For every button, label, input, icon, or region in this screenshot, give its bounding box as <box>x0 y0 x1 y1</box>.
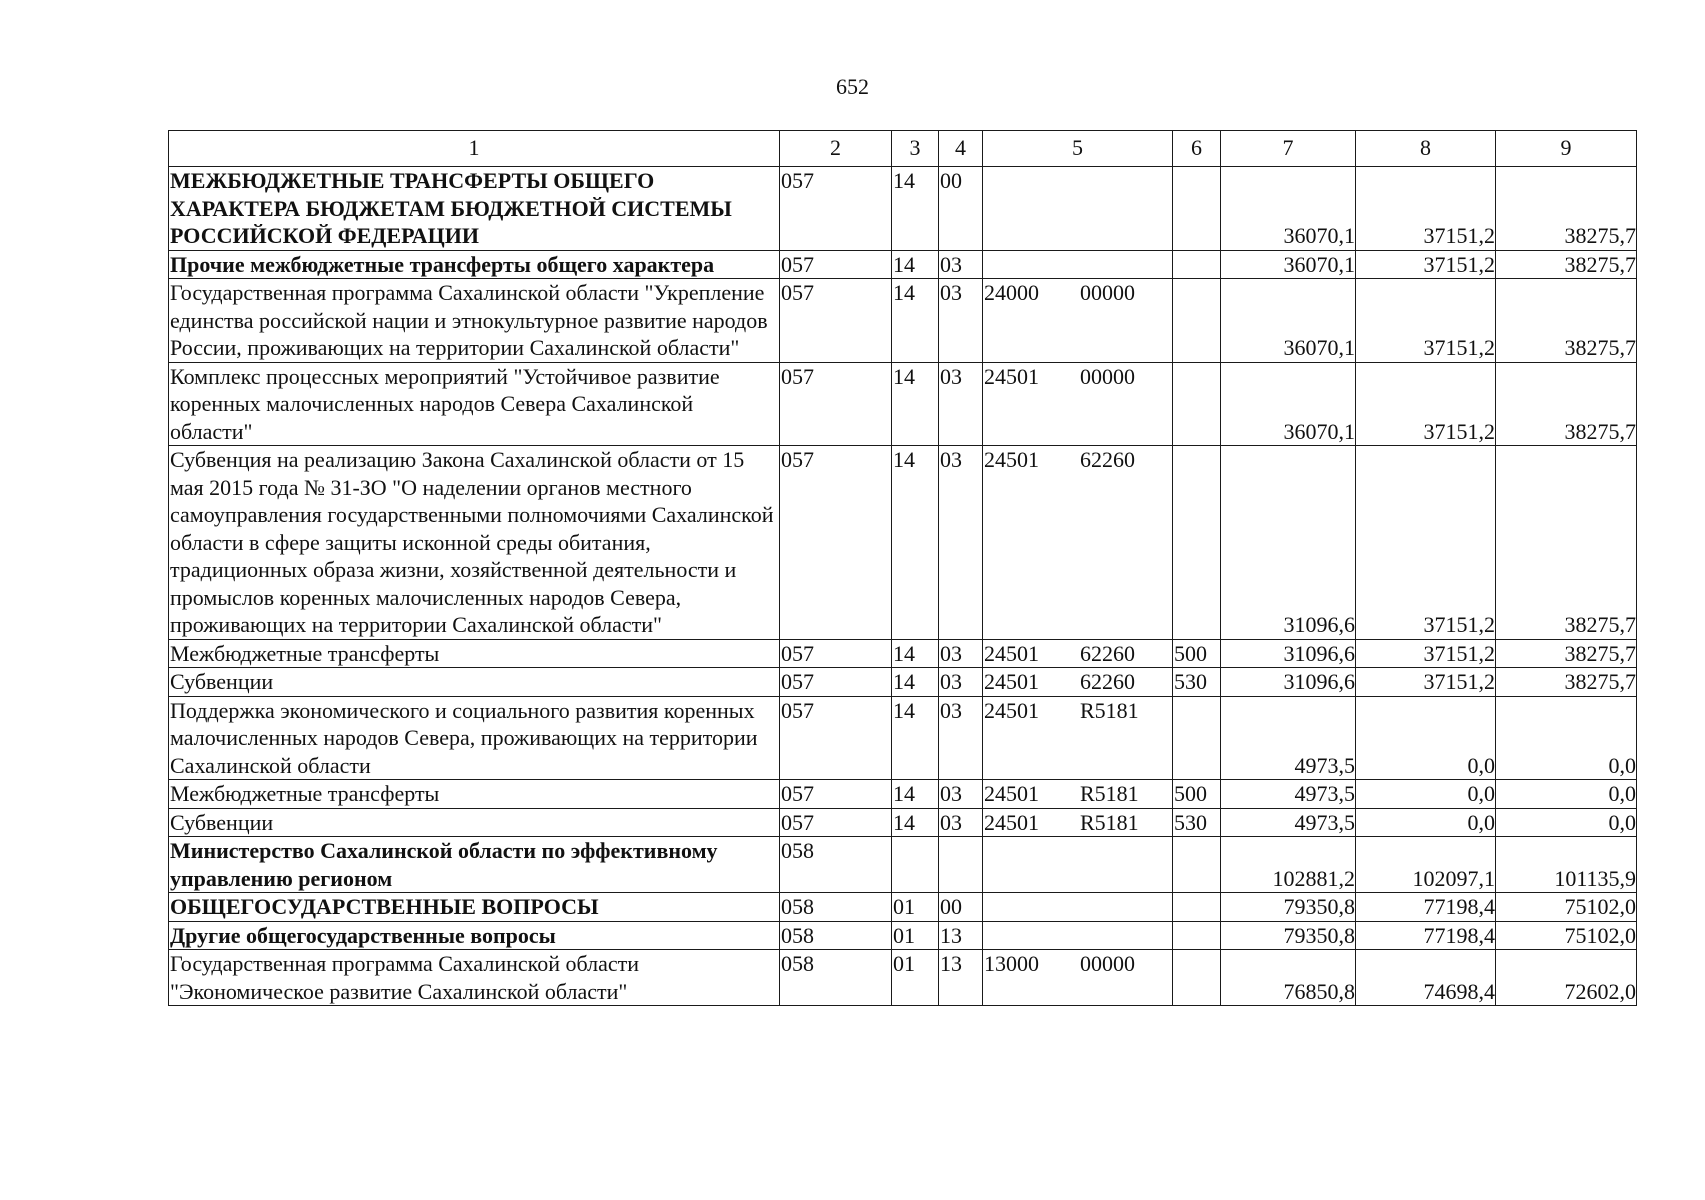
subsection-code-cell: 03 <box>939 696 983 780</box>
row-name-cell: Другие общегосударственные вопросы <box>169 921 780 950</box>
amount-year1-cell: 4973,5 <box>1221 696 1356 780</box>
row-name-cell: Министерство Сахалинской области по эффективному управлению регионом <box>169 837 780 893</box>
admin-code-cell: 058 <box>780 837 892 893</box>
section-code-cell: 14 <box>892 639 939 668</box>
table-row <box>169 893 1637 922</box>
direction-code: R5181 <box>1080 697 1139 723</box>
subsection-code-cell: 03 <box>939 668 983 697</box>
target-article-cell <box>983 696 1173 780</box>
table-row <box>169 950 1637 1006</box>
target-article-cell <box>983 250 1173 279</box>
program-code: 24501 <box>984 363 1039 389</box>
section-code-cell: 14 <box>892 362 939 446</box>
header-row <box>169 131 1637 167</box>
section-code-cell <box>892 837 939 893</box>
amount-year2-cell: 0,0 <box>1356 780 1496 809</box>
direction-code: 00000 <box>1080 363 1135 389</box>
admin-code-cell: 057 <box>780 279 892 363</box>
program-code: 24501 <box>984 447 1039 472</box>
admin-code-cell: 057 <box>780 668 892 697</box>
direction-code: 62260 <box>1080 669 1135 694</box>
admin-code-cell: 057 <box>780 696 892 780</box>
amount-year3-cell: 38275,7 <box>1496 250 1637 279</box>
amount-year1-cell: 36070,1 <box>1221 250 1356 279</box>
section-code-cell: 14 <box>892 167 939 251</box>
section-code-cell: 01 <box>892 921 939 950</box>
target-article-cell <box>983 921 1173 950</box>
program-code: 13000 <box>984 951 1039 976</box>
table-row <box>169 921 1637 950</box>
header-cell: 1 <box>169 131 780 167</box>
amount-year3-cell: 38275,7 <box>1496 362 1637 446</box>
target-article-cell <box>983 893 1173 922</box>
amount-year2-cell: 37151,2 <box>1356 167 1496 251</box>
table-row <box>169 250 1637 279</box>
expense-type-cell <box>1173 921 1221 950</box>
expense-type-cell: 530 <box>1173 808 1221 837</box>
page-number: 652 <box>836 74 869 99</box>
table-row <box>169 837 1637 893</box>
amount-year2-cell: 74698,4 <box>1356 950 1496 1006</box>
section-code-cell: 14 <box>892 696 939 780</box>
amount-year3-cell: 38275,7 <box>1496 279 1637 363</box>
amount-year3-cell: 0,0 <box>1496 696 1637 780</box>
expense-type-cell <box>1173 250 1221 279</box>
amount-year3-cell: 72602,0 <box>1496 950 1637 1006</box>
direction-code: 00000 <box>1080 951 1135 976</box>
expense-type-cell <box>1173 893 1221 922</box>
amount-year1-cell: 31096,6 <box>1221 668 1356 697</box>
direction-code: R5181 <box>1080 809 1139 835</box>
amount-year2-cell: 77198,4 <box>1356 921 1496 950</box>
admin-code-cell: 058 <box>780 893 892 922</box>
target-article-cell <box>983 639 1173 668</box>
admin-code-cell: 058 <box>780 950 892 1006</box>
row-name-cell: Субвенции <box>169 808 780 837</box>
subsection-code-cell: 00 <box>939 893 983 922</box>
section-code-cell: 14 <box>892 780 939 809</box>
amount-year1-cell: 31096,6 <box>1221 446 1356 640</box>
amount-year3-cell: 0,0 <box>1496 808 1637 837</box>
admin-code-cell: 058 <box>780 921 892 950</box>
row-name-cell: МЕЖБЮДЖЕТНЫЕ ТРАНСФЕРТЫ ОБЩЕГО ХАРАКТЕРА БЮДЖЕТАМ БЮДЖЕТНОЙ СИСТЕМЫ РОССИЙСКОЙ ФЕДЕРАЦИИ <box>169 167 780 251</box>
amount-year1-cell: 79350,8 <box>1221 921 1356 950</box>
target-article-cell <box>983 446 1173 640</box>
header-cell: 8 <box>1356 131 1496 167</box>
row-name-cell: Поддержка экономического и социального развития коренных малочисленных народов Севера, проживающих на территории Сахалинской области <box>169 696 780 780</box>
program-code: 24501 <box>984 697 1039 723</box>
amount-year1-cell: 76850,8 <box>1221 950 1356 1006</box>
amount-year3-cell: 0,0 <box>1496 780 1637 809</box>
table-row <box>169 668 1637 697</box>
direction-code: R5181 <box>1080 781 1139 806</box>
target-article-cell <box>983 780 1173 809</box>
amount-year2-cell: 37151,2 <box>1356 668 1496 697</box>
target-article-cell <box>983 837 1173 893</box>
row-name-cell: ОБЩЕГОСУДАРСТВЕННЫЕ ВОПРОСЫ <box>169 893 780 922</box>
expense-type-cell <box>1173 362 1221 446</box>
table-row <box>169 808 1637 837</box>
row-name-cell: Комплекс процессных мероприятий "Устойчивое развитие коренных малочисленных народов Севера Сахалинской области" <box>169 362 780 446</box>
direction-code: 00000 <box>1080 280 1135 305</box>
amount-year3-cell: 38275,7 <box>1496 668 1637 697</box>
subsection-code-cell: 03 <box>939 362 983 446</box>
program-code: 24501 <box>984 640 1039 666</box>
subsection-code-cell: 13 <box>939 921 983 950</box>
admin-code-cell: 057 <box>780 639 892 668</box>
amount-year2-cell: 37151,2 <box>1356 279 1496 363</box>
subsection-code-cell: 03 <box>939 639 983 668</box>
expense-type-cell <box>1173 279 1221 363</box>
amount-year3-cell: 101135,9 <box>1496 837 1637 893</box>
subsection-code-cell: 03 <box>939 446 983 640</box>
amount-year1-cell: 36070,1 <box>1221 167 1356 251</box>
row-name-cell: Государственная программа Сахалинской области "Укрепление единства российской нации и этнокультурное развитие народов России, проживающих на территории Сахалинской области" <box>169 279 780 363</box>
amount-year3-cell: 38275,7 <box>1496 639 1637 668</box>
program-code: 24000 <box>984 280 1039 305</box>
admin-code-cell: 057 <box>780 167 892 251</box>
header-cell: 3 <box>892 131 939 167</box>
section-code-cell: 14 <box>892 668 939 697</box>
subsection-code-cell: 03 <box>939 250 983 279</box>
direction-code: 62260 <box>1080 447 1135 472</box>
row-name-cell: Прочие межбюджетные трансферты общего характера <box>169 250 780 279</box>
program-code: 24501 <box>984 669 1039 694</box>
amount-year1-cell: 4973,5 <box>1221 808 1356 837</box>
table-row <box>169 446 1637 640</box>
admin-code-cell: 057 <box>780 362 892 446</box>
expense-type-cell <box>1173 446 1221 640</box>
budget-table <box>168 130 1637 1006</box>
amount-year1-cell: 36070,1 <box>1221 362 1356 446</box>
amount-year1-cell: 31096,6 <box>1221 639 1356 668</box>
row-name-cell: Межбюджетные трансферты <box>169 639 780 668</box>
admin-code-cell: 057 <box>780 250 892 279</box>
program-code: 24501 <box>984 809 1039 835</box>
row-name-cell: Межбюджетные трансферты <box>169 780 780 809</box>
table-row <box>169 167 1637 251</box>
amount-year1-cell: 36070,1 <box>1221 279 1356 363</box>
section-code-cell: 14 <box>892 250 939 279</box>
expense-type-cell: 530 <box>1173 668 1221 697</box>
amount-year3-cell: 75102,0 <box>1496 921 1637 950</box>
expense-type-cell: 500 <box>1173 780 1221 809</box>
target-article-cell <box>983 808 1173 837</box>
amount-year2-cell: 37151,2 <box>1356 446 1496 640</box>
target-article-cell <box>983 668 1173 697</box>
amount-year2-cell: 37151,2 <box>1356 250 1496 279</box>
subsection-code-cell: 03 <box>939 780 983 809</box>
section-code-cell: 01 <box>892 950 939 1006</box>
subsection-code-cell: 13 <box>939 950 983 1006</box>
subsection-code-cell: 00 <box>939 167 983 251</box>
row-name-cell: Субвенции <box>169 668 780 697</box>
section-code-cell: 14 <box>892 279 939 363</box>
table-body <box>169 167 1637 1006</box>
subsection-code-cell: 03 <box>939 808 983 837</box>
expense-type-cell <box>1173 696 1221 780</box>
section-code-cell: 14 <box>892 446 939 640</box>
section-code-cell: 01 <box>892 893 939 922</box>
target-article-cell <box>983 279 1173 363</box>
amount-year2-cell: 77198,4 <box>1356 893 1496 922</box>
section-code-cell: 14 <box>892 808 939 837</box>
row-name-cell: Государственная программа Сахалинской области "Экономическое развитие Сахалинской области" <box>169 950 780 1006</box>
table-row <box>169 362 1637 446</box>
amount-year1-cell: 4973,5 <box>1221 780 1356 809</box>
amount-year1-cell: 79350,8 <box>1221 893 1356 922</box>
header-cell: 6 <box>1173 131 1221 167</box>
header-cell: 5 <box>983 131 1173 167</box>
subsection-code-cell: 03 <box>939 279 983 363</box>
amount-year2-cell: 102097,1 <box>1356 837 1496 893</box>
table-row <box>169 279 1637 363</box>
header-cell: 4 <box>939 131 983 167</box>
program-code: 24501 <box>984 781 1039 806</box>
amount-year2-cell: 0,0 <box>1356 696 1496 780</box>
direction-code: 62260 <box>1080 640 1135 666</box>
target-article-cell <box>983 167 1173 251</box>
header-cell: 2 <box>780 131 892 167</box>
amount-year2-cell: 0,0 <box>1356 808 1496 837</box>
table-row <box>169 639 1637 668</box>
admin-code-cell: 057 <box>780 808 892 837</box>
row-name-cell: Субвенция на реализацию Закона Сахалинской области от 15 мая 2015 года № 31-ЗО "О наделении органов местного самоуправления государственными полномочиями Сахалинской области в сфере защиты исконной среды обитания, традиционных образа жизни, хозяйственной деятельности и промыслов коренных малочисленных народов Севера, проживающих на территории Сахалинской области" <box>169 446 780 640</box>
expense-type-cell: 500 <box>1173 639 1221 668</box>
table-row <box>169 780 1637 809</box>
table-row <box>169 696 1637 780</box>
amount-year3-cell: 38275,7 <box>1496 446 1637 640</box>
amount-year3-cell: 75102,0 <box>1496 893 1637 922</box>
amount-year2-cell: 37151,2 <box>1356 362 1496 446</box>
subsection-code-cell <box>939 837 983 893</box>
amount-year3-cell: 38275,7 <box>1496 167 1637 251</box>
amount-year2-cell: 37151,2 <box>1356 639 1496 668</box>
expense-type-cell <box>1173 837 1221 893</box>
target-article-cell <box>983 362 1173 446</box>
header-cell: 7 <box>1221 131 1356 167</box>
expense-type-cell <box>1173 167 1221 251</box>
target-article-cell <box>983 950 1173 1006</box>
header-cell: 9 <box>1496 131 1637 167</box>
expense-type-cell <box>1173 950 1221 1006</box>
amount-year1-cell: 102881,2 <box>1221 837 1356 893</box>
admin-code-cell: 057 <box>780 446 892 640</box>
admin-code-cell: 057 <box>780 780 892 809</box>
